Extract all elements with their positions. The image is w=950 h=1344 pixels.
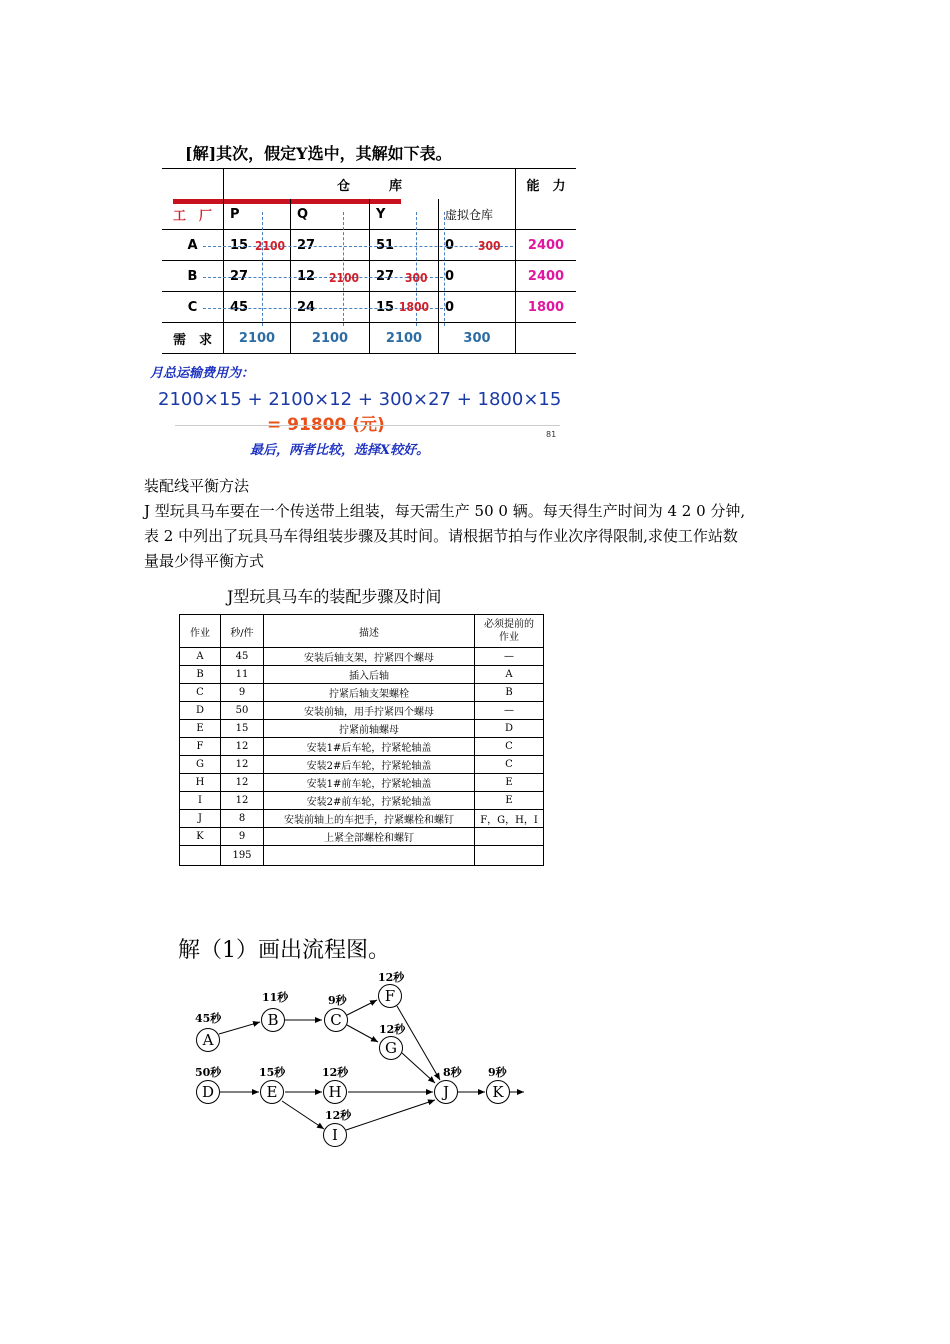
cost-cell: 27 (291, 230, 370, 261)
description-cell: 安装2#后车轮，拧紧轮轴盖 (264, 756, 475, 774)
flow-node-time: 8秒 (443, 1066, 462, 1079)
table-title: J型玩具马车的装配步骤及时间 (227, 587, 442, 606)
task-cell: K (180, 828, 221, 846)
time-cell: 12 (221, 756, 264, 774)
demand-label: 需 求 (162, 323, 224, 354)
flow-node-time: 15秒 (259, 1066, 286, 1079)
flow-node-time: 9秒 (328, 994, 347, 1007)
header-task: 作业 (180, 615, 221, 648)
task-cell: D (180, 702, 221, 720)
capacity-header: 能 力 (516, 169, 577, 200)
time-cell: 50 (221, 702, 264, 720)
flow-node-i: I (323, 1123, 347, 1147)
flow-node-time: 45秒 (195, 1012, 222, 1025)
section-heading: 装配线平衡方法 (144, 477, 250, 495)
predecessor-cell: A (475, 666, 544, 684)
flow-node-time: 12秒 (378, 971, 405, 984)
allocation-label: 1800 (399, 300, 430, 314)
allocation-label: 300 (478, 239, 501, 253)
header-time: 秒/件 (221, 615, 264, 648)
flow-node-d: D (196, 1080, 220, 1104)
flow-node-time: 50秒 (195, 1066, 222, 1079)
col-header-dummy: 虚拟仓库 (439, 199, 516, 230)
predecessor-cell: E (475, 774, 544, 792)
time-cell: 12 (221, 738, 264, 756)
cost-cell: 15 (224, 230, 291, 261)
cost-cell: 0 (439, 261, 516, 292)
edge-f-j (397, 1006, 440, 1080)
flow-node-time: 12秒 (322, 1066, 349, 1079)
cost-cell: 12 (291, 261, 370, 292)
flow-node-time: 9秒 (488, 1066, 507, 1079)
task-cell: E (180, 720, 221, 738)
task-cell: C (180, 684, 221, 702)
cost-cell: 27 (224, 261, 291, 292)
task-cell: F (180, 738, 221, 756)
flow-node-h: H (323, 1080, 347, 1104)
time-cell: 9 (221, 684, 264, 702)
time-cell: 11 (221, 666, 264, 684)
demand-cell: 2100 (370, 323, 439, 354)
predecessor-cell: D (475, 720, 544, 738)
flow-node-f: F (378, 984, 402, 1008)
row-label-c: C (162, 292, 224, 323)
conclusion-text: 最后，两者比较，选择X较好。 (250, 443, 430, 458)
cost-cell: 24 (291, 292, 370, 323)
header-description: 描述 (264, 615, 475, 648)
description-cell: 安装前轴，用手拧紧四个螺母 (264, 702, 475, 720)
col-header-y: Y (370, 199, 439, 230)
time-cell: 15 (221, 720, 264, 738)
cost-label: 月总运输费用为： (150, 366, 255, 381)
flow-node-time: 12秒 (325, 1109, 352, 1122)
predecessor-cell: C (475, 756, 544, 774)
edge-c-g (347, 1025, 378, 1042)
problem-line-2: 表 2 中列出了玩具马车得组装步骤及其时间。请根据节拍与作业次序得限制,求使工作站数 (144, 527, 738, 545)
description-cell: 安装后轴支架，拧紧四个螺母 (264, 648, 475, 666)
description-cell: 插入后轴 (264, 666, 475, 684)
flow-node-b: B (261, 1008, 285, 1032)
demand-cell: 2100 (224, 323, 291, 354)
task-cell: A (180, 648, 221, 666)
description-cell: 安装2#前车轮，拧紧轮轴盖 (264, 792, 475, 810)
capacity-cell: 2400 (516, 261, 577, 292)
description-cell: 拧紧后轴支架螺栓 (264, 684, 475, 702)
header-predecessor: 必须提前的 作业 (475, 615, 544, 648)
description-cell: 安装1#前车轮，拧紧轮轴盖 (264, 774, 475, 792)
cost-cell: 45 (224, 292, 291, 323)
flow-node-c: C (324, 1008, 348, 1032)
flow-node-j: J (434, 1080, 458, 1104)
problem-line-3: 量最少得平衡方式 (144, 552, 265, 570)
cost-cell: 51 (370, 230, 439, 261)
edge-a-b (219, 1022, 260, 1034)
cost-expression: 2100×15 + 2100×12 + 300×27 + 1800×15 (158, 389, 562, 410)
slide-title: [解]其次，假定Y选中，其解如下表。 (185, 144, 452, 163)
demand-cell: 2100 (291, 323, 370, 354)
predecessor-cell: E (475, 792, 544, 810)
col-header-p: P (224, 199, 291, 230)
task-cell: H (180, 774, 221, 792)
edge-i-j (346, 1100, 435, 1130)
flow-node-g: G (379, 1036, 403, 1060)
flow-node-e: E (260, 1080, 284, 1104)
capacity-cell: 1800 (516, 292, 577, 323)
task-cell: G (180, 756, 221, 774)
factory-header: 工 厂 (162, 199, 224, 230)
warehouse-header: 仓 库 (224, 169, 516, 200)
task-cell: B (180, 666, 221, 684)
cost-result: = 91800 (元) (267, 415, 385, 435)
page-number: 81 (546, 430, 557, 439)
cost-cell: 15 (370, 292, 439, 323)
row-label-b: B (162, 261, 224, 292)
capacity-cell: 2400 (516, 230, 577, 261)
allocation-label: 2100 (329, 271, 360, 285)
edge-c-f (347, 1000, 377, 1015)
time-cell: 8 (221, 810, 264, 828)
edge-e-i (282, 1101, 324, 1129)
flow-node-time: 11秒 (262, 991, 289, 1004)
flow-node-a: A (196, 1028, 220, 1052)
predecessor-cell: F，G，H，I (475, 810, 544, 828)
time-cell: 9 (221, 828, 264, 846)
task-cell: I (180, 792, 221, 810)
predecessor-cell: — (475, 702, 544, 720)
description-cell: 安装前轴上的车把手，拧紧螺栓和螺钉 (264, 810, 475, 828)
edge-g-j (402, 1053, 435, 1083)
description-cell: 拧紧前轴螺母 (264, 720, 475, 738)
task-cell: J (180, 810, 221, 828)
time-cell: 195 (221, 846, 264, 866)
solution-heading: 解（1）画出流程图。 (178, 938, 390, 963)
time-cell: 45 (221, 648, 264, 666)
predecessor-cell: C (475, 738, 544, 756)
row-label-a: A (162, 230, 224, 261)
flow-node-time: 12秒 (379, 1023, 406, 1036)
cost-cell: 0 (439, 230, 516, 261)
demand-cell: 300 (439, 323, 516, 354)
description-cell: 安装1#后车轮，拧紧轮轴盖 (264, 738, 475, 756)
problem-line-1: J 型玩具马车要在一个传送带上组装，每天需生产 50 0 辆。每天得生产时间为 4 2 0 分钟, (144, 502, 746, 520)
predecessor-cell: — (475, 648, 544, 666)
flow-node-k: K (486, 1080, 510, 1104)
cost-cell: 0 (439, 292, 516, 323)
cost-cell: 27 (370, 261, 439, 292)
col-header-q: Q (291, 199, 370, 230)
time-cell: 12 (221, 792, 264, 810)
predecessor-cell: B (475, 684, 544, 702)
allocation-label: 300 (405, 271, 428, 285)
time-cell: 12 (221, 774, 264, 792)
description-cell: 上紧全部螺栓和螺钉 (264, 828, 475, 846)
allocation-label: 2100 (255, 239, 286, 253)
